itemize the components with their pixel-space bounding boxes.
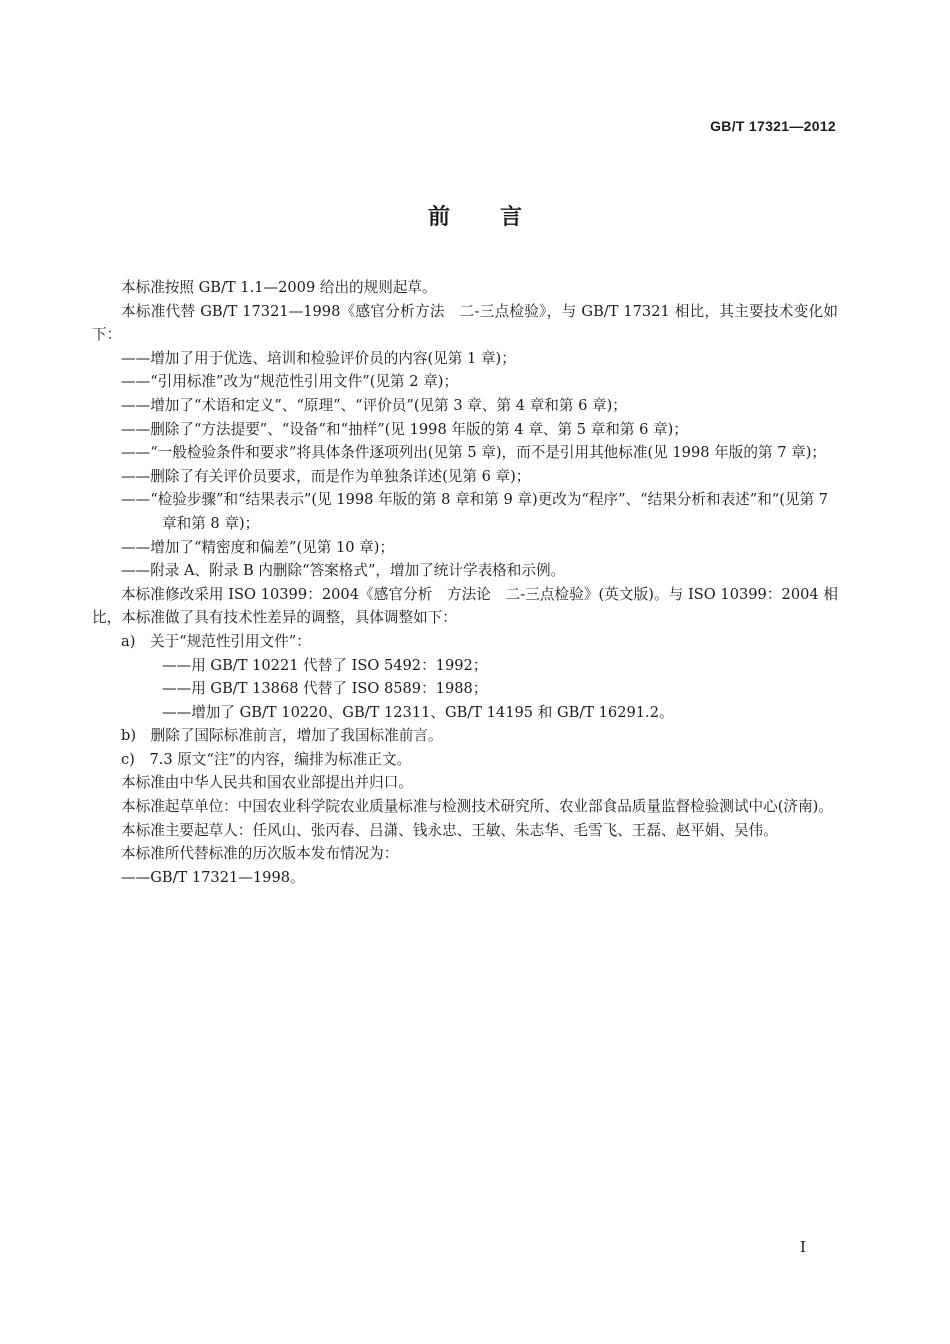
adjustment-a-item: ——增加了 GB/T 10220、GB/T 12311、GB/T 14195 和 GB/T 16291.2。: [162, 703, 674, 721]
standard-number: GB/T 17321—2012: [710, 118, 836, 134]
paragraph-history-intro: 本标准所代替标准的历次版本发布情况为：: [121, 845, 399, 863]
document-body: [92, 276, 838, 889]
adjustment-a-item: ——用 GB/T 10221 代替了 ISO 5492：1992；: [162, 656, 488, 674]
paragraph-drafters: 本标准主要起草人：任风山、张丙春、吕潇、钱永忠、王敏、朱志华、毛雪飞、王磊、赵平娟、吴伟。: [121, 821, 778, 839]
adjustment-b: b) 删除了国际标准前言，增加了我国标准前言。: [121, 727, 443, 745]
change-item: ——增加了用于优选、培训和检验评价员的内容(见第 1 章)；: [121, 349, 516, 367]
adjustment-a-item: ——用 GB/T 13868 代替了 ISO 8589：1988；: [162, 680, 488, 698]
change-item: ——附录 A、附录 B 内删除“答案格式”，增加了统计学表格和示例。: [121, 562, 566, 580]
change-item: ——删除了有关评价员要求，而是作为单独条详述(见第 6 章)；: [121, 467, 531, 485]
adjustment-c: c) 7.3 原文“注”的内容，编排为标准正文。: [121, 750, 412, 768]
paragraph-drafting-rules: 本标准按照 GB/T 1.1—2009 给出的规则起草。: [121, 279, 437, 296]
change-item: ——删除了“方法提要”、“设备”和“抽样”(见 1998 年版的第 4 章、第 5 章和第 6 章)；: [121, 420, 688, 438]
change-item: ——“一般检验条件和要求”将具体条件逐项列出(见第 5 章)，而不是引用其他标准(见 1998 年版的第 7 章)；: [121, 444, 826, 462]
page-number: I: [800, 1238, 806, 1256]
page-title: 前言: [427, 205, 572, 230]
paragraph-iso-adoption: 本标准修改采用 ISO 10399：2004《感官分析 方法论 二-三点检验》(英文版)。与 ISO 10399：2004 相比，本标准做了具有技术性差异的调整，具体调整如下：: [92, 585, 838, 627]
change-item: ——增加了“精密度和偏差”(见第 10 章)；: [121, 538, 395, 556]
paragraph-replacement: 本标准代替 GB/T 17321—1998《感官分析方法 二-三点检验》，与 GB/T 17321 相比，其主要技术变化如下：: [92, 302, 838, 344]
paragraph-drafting-units: 本标准起草单位：中国农业科学院农业质量标准与检测技术研究所、农业部食品质量监督检验测试中心(济南)。: [121, 798, 833, 816]
change-item: ——“检验步骤”和“结果表示”(见 1998 年版的第 8 章和第 9 章)更改为“程序”、“结果分析和表述”和“(见第 7 章和第 8 章)；: [121, 491, 829, 532]
change-item: ——增加了“术语和定义”、“原理”、“评价员”(见第 3 章、第 4 章和第 6 章)；: [121, 396, 627, 414]
paragraph-proposer: 本标准由中华人民共和国农业部提出并归口。: [121, 774, 413, 792]
history-item: ——GB/T 17321—1998。: [121, 868, 305, 886]
adjustment-a-label: a) 关于“规范性引用文件”：: [121, 632, 311, 650]
change-item: ——“引用标准”改为“规范性引用文件”(见第 2 章)；: [121, 373, 459, 391]
